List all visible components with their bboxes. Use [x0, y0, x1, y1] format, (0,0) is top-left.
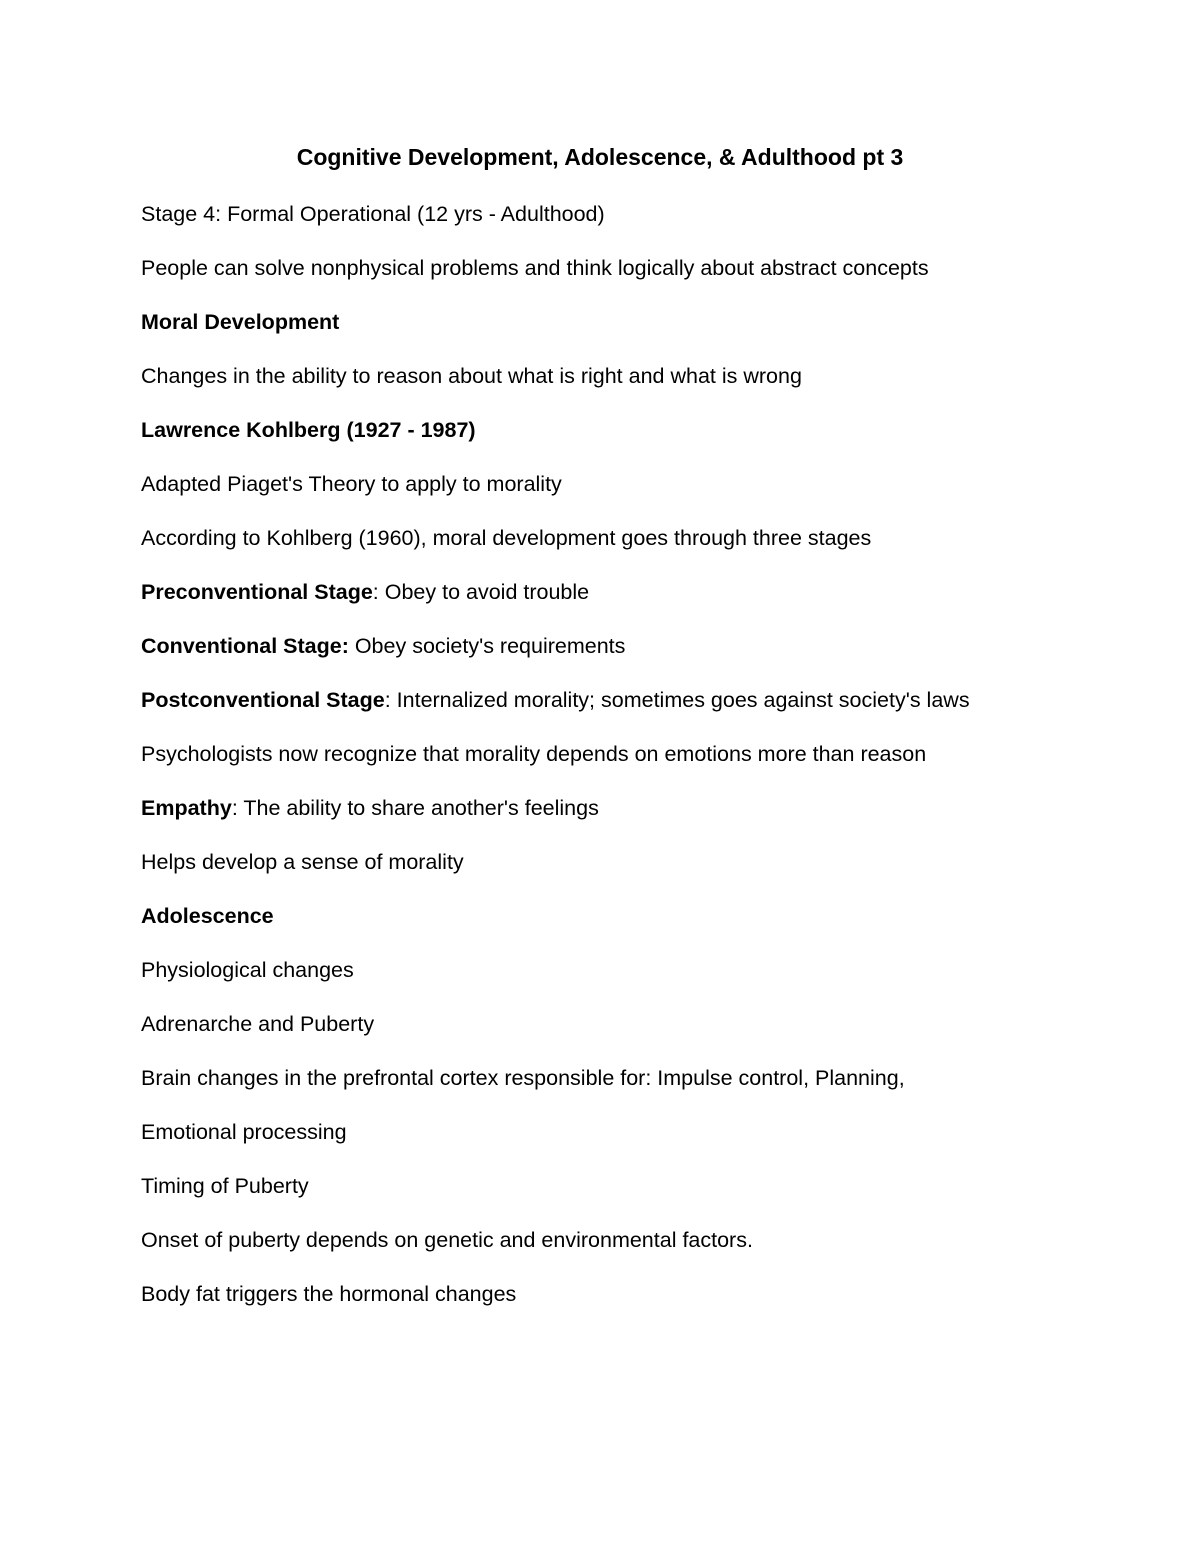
paragraph: Adrenarche and Puberty [141, 1012, 375, 1036]
definition-line [141, 574, 1151, 628]
paragraph: Brain changes in the prefrontal cortex responsible for: Impulse control, Planning, [141, 1066, 905, 1090]
paragraph: Adapted Piaget's Theory to apply to morality [141, 472, 562, 496]
paragraph: Emotional processing [141, 1120, 347, 1144]
definition: : Obey to avoid trouble [372, 580, 590, 604]
paragraph: Helps develop a sense of morality [141, 850, 464, 874]
definition-line [141, 790, 1151, 844]
paragraph: According to Kohlberg (1960), moral development goes through three stages [141, 526, 872, 550]
paragraph: Body fat triggers the hormonal changes [141, 1282, 517, 1306]
paragraph: Changes in the ability to reason about what is right and what is wrong [141, 364, 802, 388]
page-title: Cognitive Development, Adolescence, & Adulthood pt 3 [296, 144, 904, 170]
paragraph: Psychologists now recognize that morality depends on emotions more than reason [141, 742, 927, 766]
paragraph: People can solve nonphysical problems and think logically about abstract concepts [141, 256, 929, 280]
definition: : Internalized morality; sometimes goes against society's laws [384, 688, 970, 712]
section-heading: Lawrence Kohlberg (1927 - 1987) [141, 418, 476, 442]
section-heading: Moral Development [141, 310, 340, 334]
term: Postconventional Stage [141, 688, 385, 712]
paragraph: Physiological changes [141, 958, 354, 982]
term: Preconventional Stage [141, 580, 373, 604]
paragraph: Onset of puberty depends on genetic and environmental factors. [141, 1228, 753, 1252]
definition-line [141, 682, 1151, 736]
paragraph: Timing of Puberty [141, 1174, 309, 1198]
definition: : The ability to share another's feelings [231, 796, 599, 820]
term: Conventional Stage: [141, 634, 349, 658]
definition: Obey society's requirements [348, 634, 626, 658]
section-heading: Adolescence [141, 904, 274, 928]
document-body [141, 196, 1151, 1330]
paragraph: Stage 4: Formal Operational (12 yrs - Adulthood) [141, 202, 605, 226]
term: Empathy [141, 796, 232, 820]
definition-line [141, 628, 1151, 682]
